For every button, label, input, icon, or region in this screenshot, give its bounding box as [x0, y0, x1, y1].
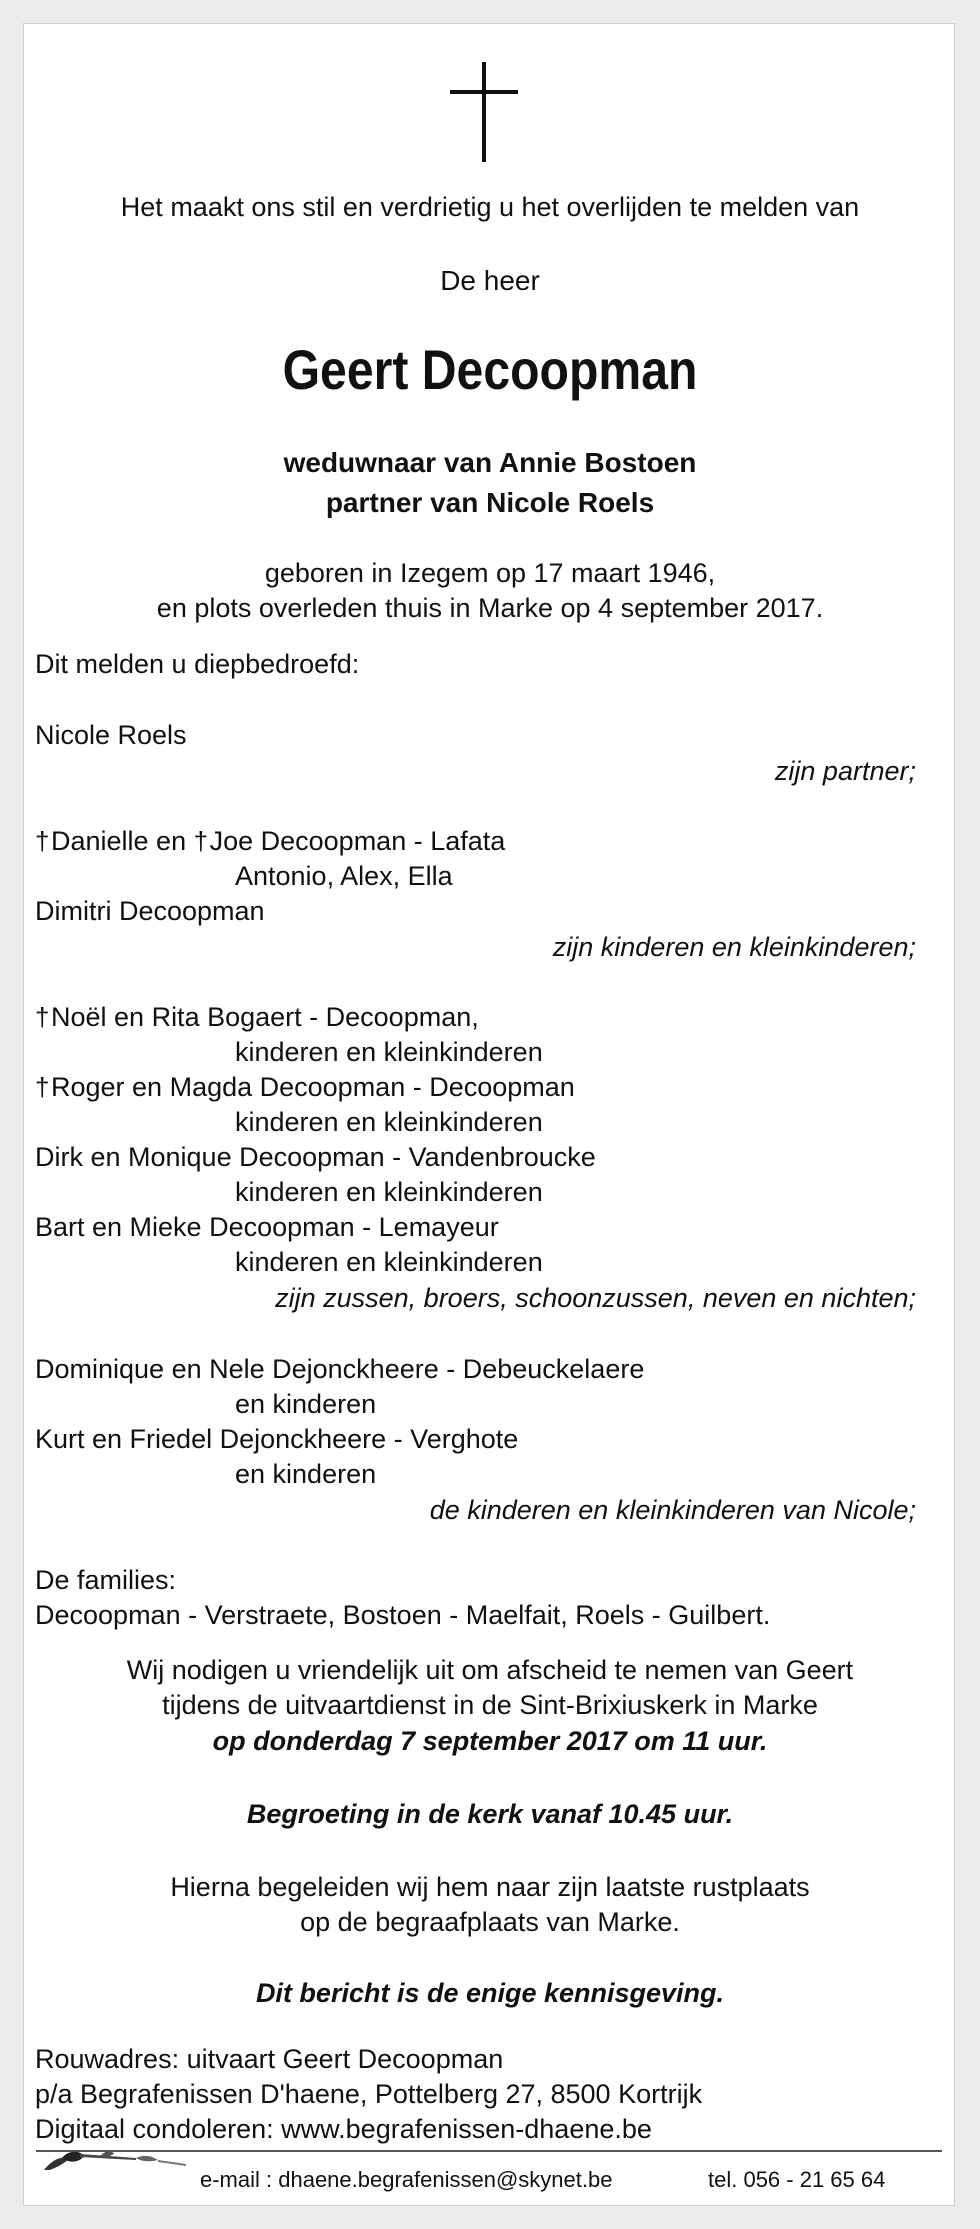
nicole-family-2: Kurt en Friedel Dejonckheere - Verghote: [35, 1424, 519, 1454]
service-date: op donderdag 7 september 2017 om 11 uur.: [212, 1726, 768, 1756]
nicole-family-1: Dominique en Nele Dejonckheere - Debeuckelaere: [35, 1354, 645, 1384]
sibling-2-sub: kinderen en kleinkinderen: [235, 1107, 543, 1137]
dagger-icon: †: [193, 826, 209, 856]
address-line-1: Rouwadres: uitvaart Geert Decoopman: [35, 2044, 504, 2074]
sibling-1: †Noël en Rita Bogaert - Decoopman,: [35, 1002, 479, 1032]
children-role: zijn kinderen en kleinkinderen;: [552, 932, 916, 962]
notice-line: Dit bericht is de enige kennisgeving.: [255, 1978, 725, 2008]
families-list: Decoopman - Verstraete, Bostoen - Maelfait, Roels - Guilbert.: [35, 1600, 771, 1630]
mourners-intro: Dit melden u diepbedroefd:: [35, 649, 360, 679]
partner-line: partner van Nicole Roels: [325, 487, 655, 518]
intro-text: Het maakt ons stil en verdrietig u het overlijden te melden van: [120, 192, 860, 222]
rose-icon: [40, 2146, 190, 2174]
burial-line-1: Hierna begeleiden wij hem naar zijn laatste rustplaats: [170, 1872, 810, 1902]
children-line-1: †Danielle en †Joe Decoopman - Lafata: [35, 826, 506, 856]
sibling-3-sub: kinderen en kleinkinderen: [235, 1177, 543, 1207]
address-line-2: p/a Begrafenissen D'haene, Pottelberg 27, 8500 Kortrijk: [35, 2079, 703, 2109]
grandchildren-line: Antonio, Alex, Ella: [235, 861, 453, 891]
greeting-line: Begroeting in de kerk vanaf 10.45 uur.: [246, 1799, 734, 1829]
dagger-icon: †: [35, 1072, 50, 1102]
dagger-icon: †: [35, 826, 50, 856]
phone-text: tel. 056 - 21 65 64: [708, 2167, 886, 2192]
dagger-icon: †: [35, 1002, 50, 1032]
condolences-line: Digitaal condoleren: www.begrafenissen-dhaene.be: [35, 2114, 652, 2144]
burial-line-2: op de begraafplaats van Marke.: [300, 1907, 680, 1937]
families-label: De families:: [35, 1565, 177, 1595]
title-text: De heer: [440, 265, 540, 296]
partner-name: Nicole Roels: [35, 720, 187, 750]
sibling-4: Bart en Mieke Decoopman - Lemayeur: [35, 1212, 499, 1242]
service-line-2: tijdens de uitvaartdienst in de Sint-Brixiuskerk in Marke: [162, 1690, 818, 1720]
born-line: geboren in Izegem op 17 maart 1946,: [264, 558, 716, 588]
sibling-4-sub: kinderen en kleinkinderen: [235, 1247, 543, 1277]
siblings-role: zijn zussen, broers, schoonzussen, neven en nichten;: [275, 1283, 916, 1313]
sibling-2: †Roger en Magda Decoopman - Decoopman: [35, 1072, 575, 1102]
children-line-2: Dimitri Decoopman: [35, 896, 265, 926]
partner-role: zijn partner;: [774, 756, 916, 786]
nicole-family-role: de kinderen en kleinkinderen van Nicole;: [429, 1495, 916, 1525]
nicole-family-1-sub: en kinderen: [235, 1389, 377, 1419]
sibling-1-sub: kinderen en kleinkinderen: [235, 1037, 543, 1067]
sibling-3: Dirk en Monique Decoopman - Vandenbroucke: [35, 1142, 596, 1172]
deceased-name: Geert Decoopman: [282, 338, 698, 401]
email-text: e-mail : dhaene.begrafenissen@skynet.be: [200, 2167, 613, 2192]
died-line: en plots overleden thuis in Marke op 4 september 2017.: [156, 593, 824, 623]
widower-line: weduwnaar van Annie Bostoen: [283, 447, 697, 478]
nicole-family-2-sub: en kinderen: [235, 1459, 377, 1489]
service-line-1: Wij nodigen u vriendelijk uit om afscheid te nemen van Geert: [126, 1655, 854, 1685]
